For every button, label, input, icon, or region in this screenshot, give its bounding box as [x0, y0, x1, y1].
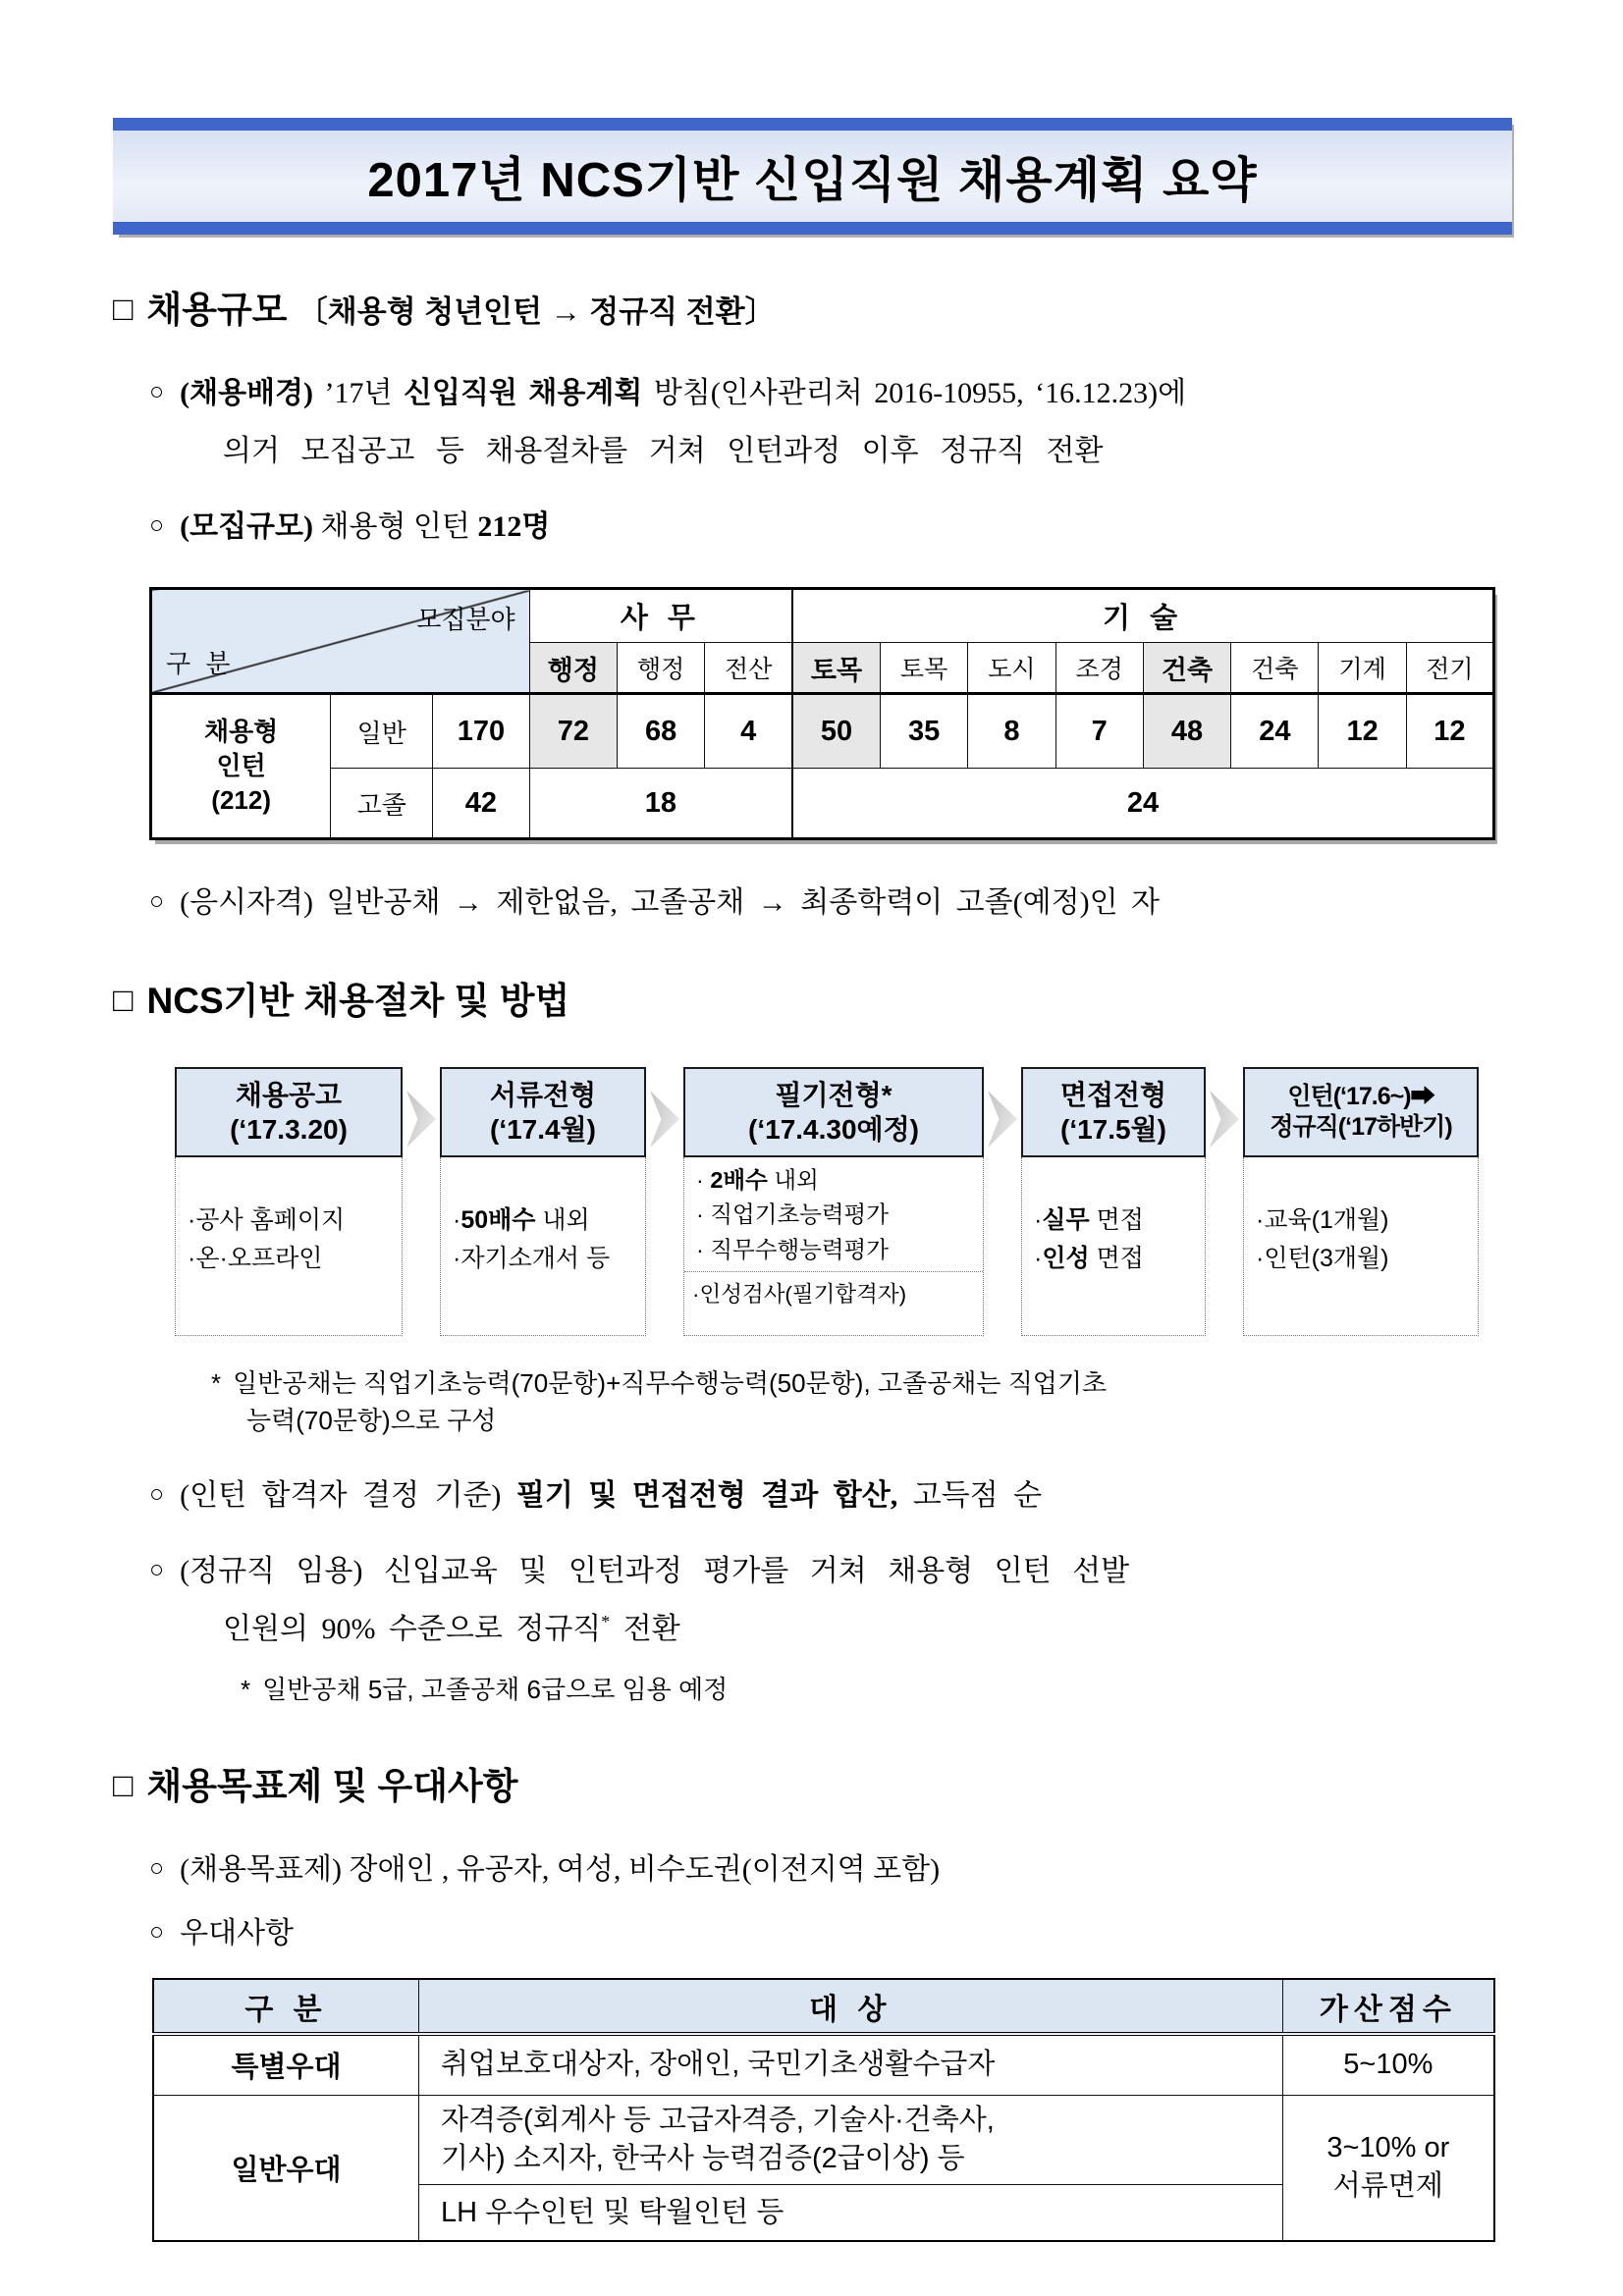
background-text-2: 의거 모집공고 등 채용절차를 거쳐 인턴과정 이후 정규직 전환 — [223, 435, 1104, 467]
step3-item: · 2배수 내외 — [696, 1167, 819, 1193]
circle-bullet-icon: ○ — [149, 1481, 165, 1509]
step2-body — [440, 1157, 646, 1336]
circle-bullet-icon: ○ — [149, 1919, 165, 1947]
step4-body — [1021, 1157, 1206, 1336]
row-head-line: (212) — [211, 785, 271, 816]
corner-label-category: 구 분 — [166, 649, 235, 678]
col-header: 건축 — [1231, 643, 1319, 694]
corner-cell — [151, 589, 530, 694]
row-head-line: 인턴 — [216, 750, 266, 780]
table-row — [151, 589, 1494, 643]
circle-bullet-icon: ○ — [149, 888, 165, 915]
value-cell: 24 — [1231, 694, 1319, 769]
table-row — [151, 694, 1494, 769]
title-banner — [113, 118, 1512, 235]
banner-body — [113, 131, 1512, 222]
table-row — [151, 769, 1494, 839]
row-label: 고졸 — [331, 769, 433, 839]
eligibility-text: (응시자격) 일반공채 → 제한없음, 고졸공채 → 최종학력이 고졸(예정)인 자 — [180, 886, 1161, 919]
section-heading-preference — [113, 1756, 1512, 1809]
scale-text: (모집규모) 채용형 인턴 212명 — [180, 510, 551, 543]
banner-top-bar — [113, 118, 1512, 131]
regular-text-1: (정규직 임용) 신입교육 및 인턴과정 평가를 거쳐 채용형 인턴 선발 — [180, 1555, 1130, 1588]
step5-body — [1243, 1157, 1479, 1336]
col-header: 토목 — [880, 643, 967, 694]
step1-date: (‘17.3.20) — [230, 1114, 348, 1145]
general-target-line: 자격증(회계사 등 고급자격증, 기술사·건축사, — [440, 2104, 995, 2136]
value-cell: 35 — [880, 694, 967, 769]
table-row — [153, 2034, 1494, 2095]
footnote-line2: 능력(70문항)으로 구성 — [246, 1405, 497, 1435]
value-cell: 4 — [705, 694, 792, 769]
target-system-text: (채용목표제) 장애인 , 유공자, 여성, 비수도권(이전지역 포함) — [180, 1853, 941, 1887]
step3-header — [683, 1067, 984, 1157]
col-header: 행정 — [529, 643, 617, 694]
step2-title: 서류전형 — [489, 1080, 597, 1110]
general-target-line: 기사) 소지자, 한국사 능력검증(2급이상) 등 — [440, 2142, 965, 2174]
preference-label-text: 우대사항 — [180, 1917, 295, 1950]
banner-bottom-bar — [113, 222, 1512, 235]
bullet-background-line2 — [223, 432, 1512, 470]
step3-item: · 직무수행능력평가 — [696, 1236, 889, 1262]
step3-title: 필기전형* — [775, 1080, 893, 1110]
flow-step-document — [440, 1067, 646, 1336]
flow-step-intern — [1243, 1067, 1479, 1336]
header-target: 대 상 — [418, 1979, 1282, 2034]
special-target: 취업보호대상자, 장애인, 국민기초생활수급자 — [418, 2034, 1282, 2095]
footnote-line1 — [211, 1365, 1512, 1403]
footnote-line — [241, 1672, 1512, 1709]
bullet-regular-line1 — [149, 1552, 1512, 1590]
col-header: 건축 — [1143, 643, 1230, 694]
recruit-quota-table-wrap — [149, 587, 1495, 840]
regular-text-2: 인원의 90% 수준으로 정규직* 전환 — [223, 1612, 680, 1646]
section-heading-recruit-scale — [113, 280, 1512, 333]
value-cell: 12 — [1406, 694, 1493, 769]
value-cell: 50 — [792, 694, 880, 769]
total-cell: 170 — [433, 694, 529, 769]
footnote-appointment — [241, 1672, 1512, 1709]
step1-body — [175, 1157, 403, 1336]
step3-body — [683, 1157, 984, 1336]
col-header: 행정 — [617, 643, 704, 694]
col-header: 토목 — [792, 643, 880, 694]
flow-step-written — [683, 1067, 984, 1336]
flow-step-announcement — [175, 1067, 403, 1336]
preference-table-wrap — [152, 1978, 1495, 2242]
step2-date: (‘17.4월) — [490, 1114, 596, 1145]
bullet-background-line1 — [149, 374, 1512, 412]
footnote-written-test — [211, 1365, 1512, 1439]
background-text-1: (채용배경) ’17년 신입직원 채용계획 방침(인사관리처 2016-10955, ‘16.12.23)에 — [180, 377, 1187, 409]
row-label: 일반 — [331, 694, 433, 769]
step4-date: (‘17.5월) — [1060, 1114, 1166, 1145]
step1-header — [175, 1067, 403, 1157]
page-title: 2017년 NCS기반 신입직원 채용계획 요약 — [367, 153, 1258, 207]
value-cell: 8 — [968, 694, 1055, 769]
step5-title: 인턴(‘17.6~)➡ — [1287, 1082, 1434, 1110]
group-tech: 기 술 — [792, 589, 1493, 643]
general-target-a — [418, 2095, 1282, 2184]
col-header: 도시 — [968, 643, 1055, 694]
step2-item: ·50배수 내외 — [453, 1205, 590, 1234]
step4-header — [1021, 1067, 1206, 1157]
general-bonus-line: 서류면제 — [1332, 2170, 1443, 2203]
circle-bullet-icon: ○ — [149, 1855, 165, 1883]
general-bonus — [1282, 2095, 1494, 2241]
flow-step-interview — [1021, 1067, 1206, 1336]
step5-header — [1243, 1067, 1479, 1157]
table-row — [153, 2095, 1494, 2184]
corner-label-field: 모집분야 — [416, 605, 515, 634]
circle-bullet-icon: ○ — [149, 1557, 165, 1584]
general-category: 일반우대 — [153, 2095, 418, 2241]
asterisk-icon: * — [211, 1368, 222, 1398]
col-header: 전기 — [1406, 643, 1493, 694]
flow-arrow-icon — [1210, 1091, 1239, 1148]
step2-item: ·자기소개서 등 — [453, 1244, 611, 1272]
circle-bullet-icon: ○ — [149, 379, 165, 405]
step5-item: ·교육(1개월) — [1256, 1205, 1389, 1234]
row-head-cell — [151, 694, 331, 839]
step1-item: ·공사 홈페이지 — [188, 1205, 346, 1234]
bullet-preference-label — [149, 1914, 1512, 1952]
square-bullet-icon: □ — [113, 291, 134, 328]
square-bullet-icon: □ — [113, 982, 134, 1019]
bullet-intern-decision — [149, 1476, 1512, 1515]
flow-arrow-icon — [406, 1091, 436, 1148]
header-bonus: 가산점수 — [1282, 1979, 1494, 2034]
value-cell: 7 — [1055, 694, 1143, 769]
bullet-target-system — [149, 1850, 1512, 1889]
step2-header — [440, 1067, 646, 1157]
value-cell: 48 — [1143, 694, 1230, 769]
step5-item: ·인턴(3개월) — [1256, 1244, 1389, 1272]
bullet-regular-line2 — [223, 1610, 1512, 1648]
office-sum-cell: 18 — [529, 769, 792, 839]
flow-arrow-icon — [988, 1091, 1017, 1148]
general-target-b: LH 우수인턴 및 탁월인턴 등 — [418, 2184, 1282, 2241]
value-cell: 68 — [617, 694, 704, 769]
section1-title: 채용규모 — [146, 290, 288, 330]
group-office: 사 무 — [529, 589, 792, 643]
step4-item: ·인성 면접 — [1034, 1244, 1144, 1272]
special-category: 특별우대 — [153, 2034, 418, 2095]
footnote-text: 일반공채는 직업기초능력(70문항)+직무수행능력(50문항), 고졸공채는 직업기초 — [233, 1368, 1108, 1398]
section3-title: 채용목표제 및 우대사항 — [146, 1766, 518, 1807]
table-row — [153, 1979, 1494, 2034]
col-header: 전산 — [705, 643, 792, 694]
footnote-text: 일반공채 5급, 고졸공채 6급으로 임용 예정 — [262, 1675, 729, 1705]
intern-decision-text: (인턴 합격자 결정 기준) 필기 및 면접전형 결과 합산, 고득점 순 — [180, 1479, 1043, 1513]
step3-date: (‘17.4.30예정) — [748, 1114, 919, 1145]
total-cell: 42 — [433, 769, 529, 839]
process-flow — [175, 1067, 1481, 1336]
step1-title: 채용공고 — [235, 1080, 343, 1110]
value-cell: 72 — [529, 694, 617, 769]
section2-title: NCS기반 채용절차 및 방법 — [146, 981, 570, 1021]
col-header: 조경 — [1055, 643, 1143, 694]
preference-table — [152, 1978, 1495, 2242]
step4-item: ·실무 면접 — [1034, 1205, 1144, 1234]
step3-item: · 직업기초능력평가 — [696, 1201, 889, 1228]
circle-bullet-icon: ○ — [149, 512, 165, 539]
section-heading-process — [113, 971, 1512, 1024]
step4-title: 면접전형 — [1059, 1080, 1167, 1110]
header-category: 구 분 — [153, 1979, 418, 2034]
section1-note: 〔채용형 청년인턴 → 정규직 전환〕 — [297, 294, 776, 329]
col-header: 기계 — [1319, 643, 1406, 694]
general-bonus-line: 3~10% or — [1326, 2132, 1450, 2164]
square-bullet-icon: □ — [113, 1767, 134, 1805]
value-cell: 12 — [1319, 694, 1406, 769]
bullet-scale — [149, 507, 1512, 546]
tech-sum-cell: 24 — [792, 769, 1493, 839]
asterisk-icon: * — [241, 1675, 251, 1705]
bullet-eligibility — [149, 883, 1512, 922]
row-head-line: 채용형 — [203, 716, 279, 746]
step3-extra-item: ·인성검사(필기합격자) — [684, 1271, 983, 1311]
step1-item: ·온·오프라인 — [188, 1244, 323, 1272]
flow-arrow-icon — [650, 1091, 679, 1148]
special-bonus: 5~10% — [1282, 2034, 1494, 2095]
step5-date: 정규직(‘17하반기) — [1270, 1113, 1452, 1141]
recruit-quota-table — [149, 587, 1495, 840]
